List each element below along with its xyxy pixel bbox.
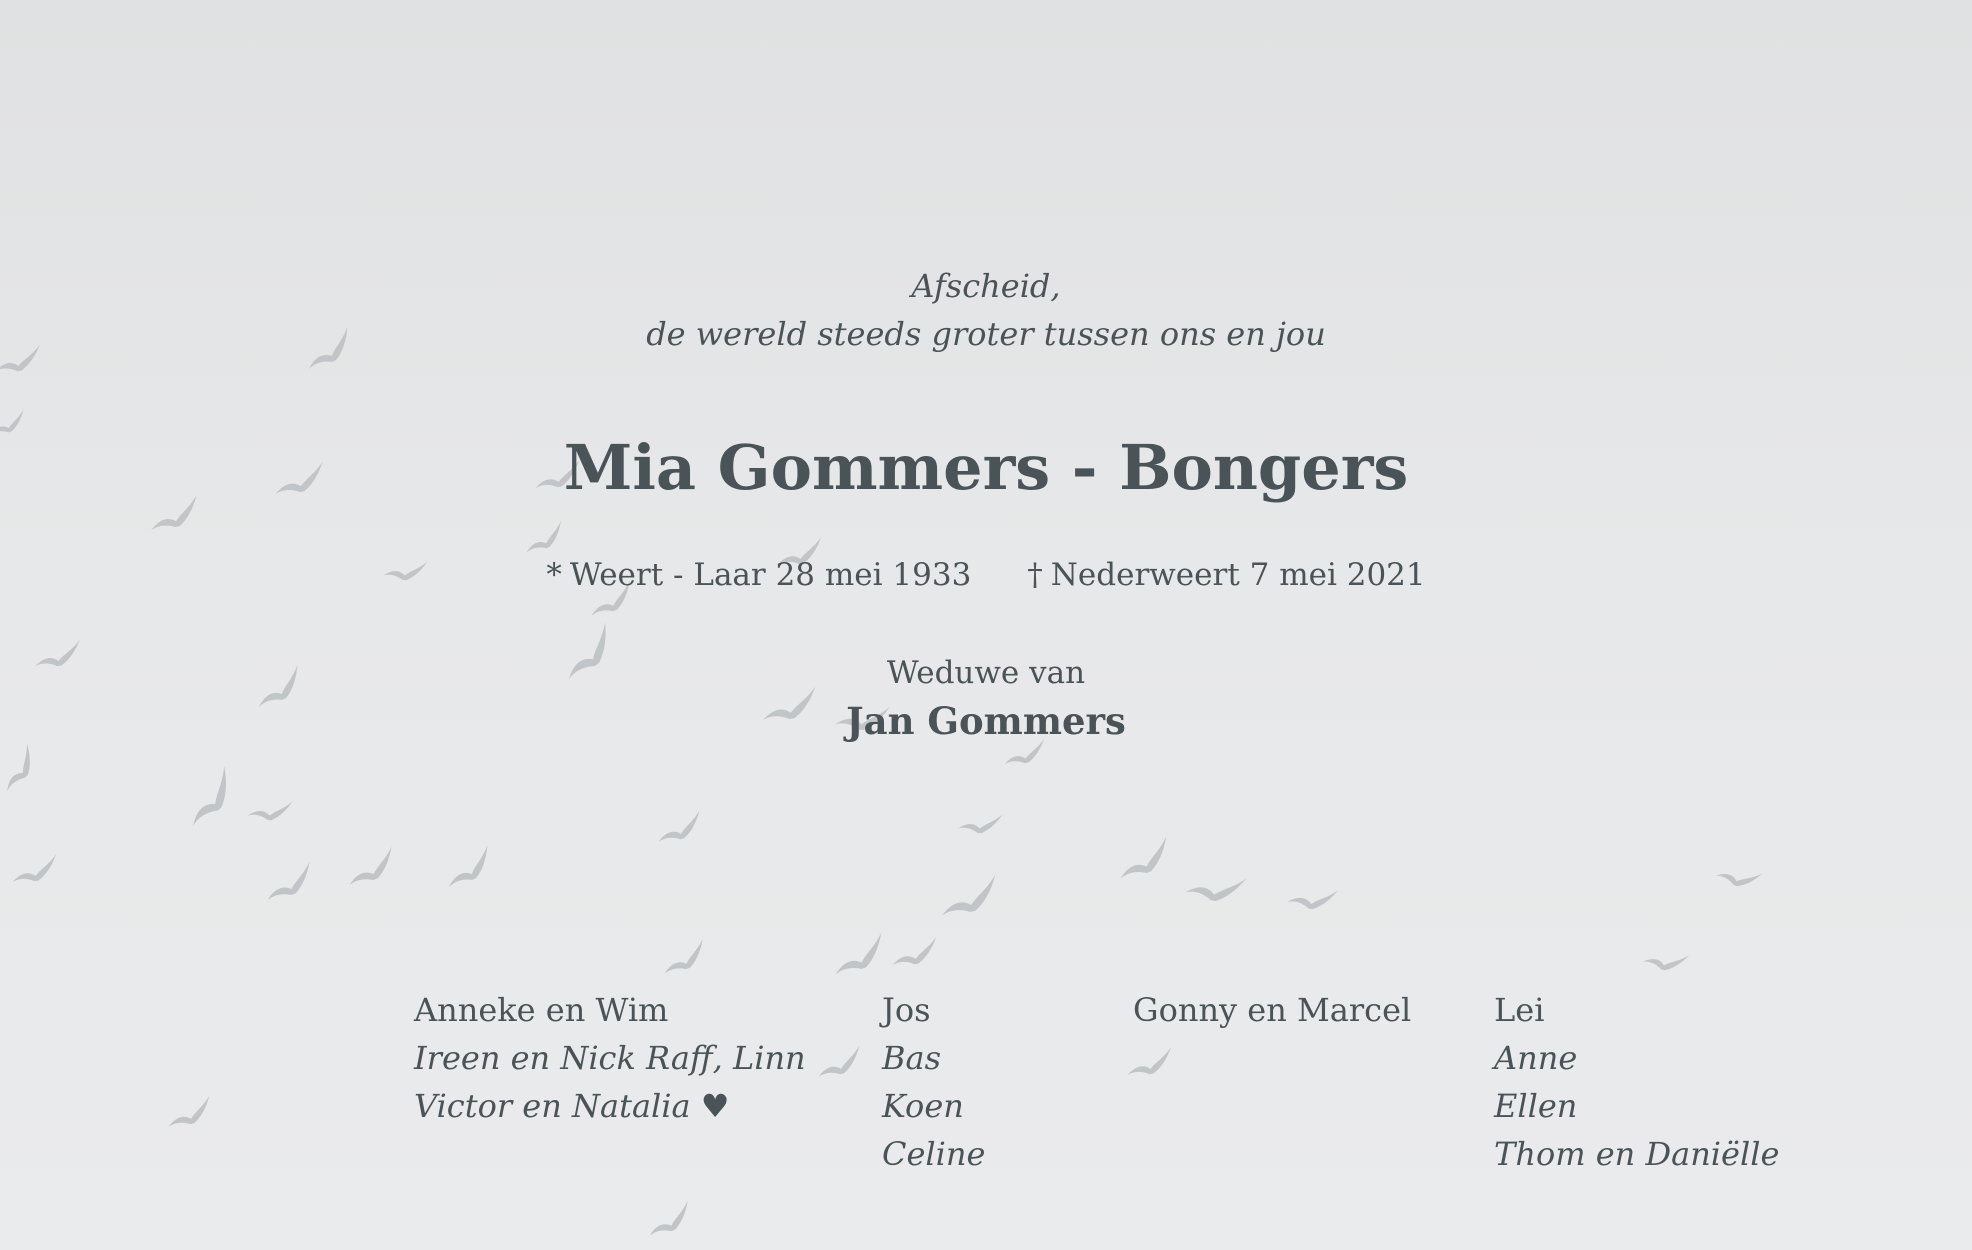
bird-icon bbox=[176, 766, 243, 829]
family-member: Ellen bbox=[1494, 1087, 1578, 1125]
bird-icon bbox=[9, 854, 60, 885]
bird-icon bbox=[163, 1095, 215, 1130]
birth-symbol: * bbox=[546, 557, 562, 593]
bird-icon bbox=[520, 521, 568, 555]
bird-icon bbox=[342, 846, 400, 888]
bird-icon bbox=[935, 874, 1003, 919]
deceased-name: Mia Gommers - Bongers bbox=[563, 431, 1409, 504]
bird-icon bbox=[653, 810, 705, 845]
family-column bbox=[1494, 986, 1779, 1178]
farewell-quote bbox=[0, 262, 1972, 358]
bird-icon bbox=[1715, 859, 1763, 893]
family-member: Koen bbox=[882, 1087, 964, 1125]
family-member: Thom en Daniëlle bbox=[1494, 1135, 1780, 1173]
widow-intro: Weduwe van bbox=[886, 655, 1086, 691]
family-head: Anneke en Wim bbox=[414, 991, 669, 1029]
birth-date: Weert - Laar 28 mei 1933 bbox=[569, 557, 972, 593]
family-column bbox=[882, 986, 985, 1178]
family-head: Gonny en Marcel bbox=[1133, 991, 1412, 1029]
bird-icon bbox=[1642, 944, 1689, 975]
bird-icon bbox=[0, 743, 43, 793]
bird-icon bbox=[643, 1201, 696, 1239]
bird-icon bbox=[658, 939, 711, 977]
bird-icon bbox=[827, 932, 891, 978]
family-member: Bas bbox=[882, 1039, 942, 1077]
family-member: Victor en Natalia ♥ bbox=[414, 1087, 730, 1125]
death-date: Nederweert 7 mei 2021 bbox=[1050, 557, 1426, 593]
bird-icon bbox=[440, 845, 499, 890]
death-cross-symbol: † bbox=[1027, 557, 1043, 593]
bird-icon bbox=[889, 937, 940, 968]
family-head: Jos bbox=[882, 991, 931, 1029]
bird-icon bbox=[813, 1045, 865, 1080]
bird-icon bbox=[1112, 836, 1176, 882]
bird-icon bbox=[260, 861, 318, 903]
family-member: Ireen en Nick Raff, Linn bbox=[414, 1039, 806, 1077]
bird-icon bbox=[958, 811, 1003, 835]
family-member: Anne bbox=[1494, 1039, 1578, 1077]
quote-line-2: de wereld steeds groter tussen ons en jou bbox=[646, 315, 1326, 353]
bird-icon bbox=[248, 798, 293, 822]
family-column bbox=[414, 986, 806, 1130]
bird-icon bbox=[1287, 882, 1338, 913]
spouse-name: Jan Gommers bbox=[846, 699, 1126, 743]
family-column bbox=[1133, 986, 1411, 1034]
bird-icon bbox=[1185, 868, 1247, 905]
bird-icon bbox=[1124, 1047, 1175, 1078]
family-head: Lei bbox=[1494, 991, 1545, 1029]
quote-line-1: Afscheid, bbox=[911, 267, 1061, 305]
family-member: Celine bbox=[882, 1135, 986, 1173]
life-dates bbox=[0, 553, 1972, 597]
